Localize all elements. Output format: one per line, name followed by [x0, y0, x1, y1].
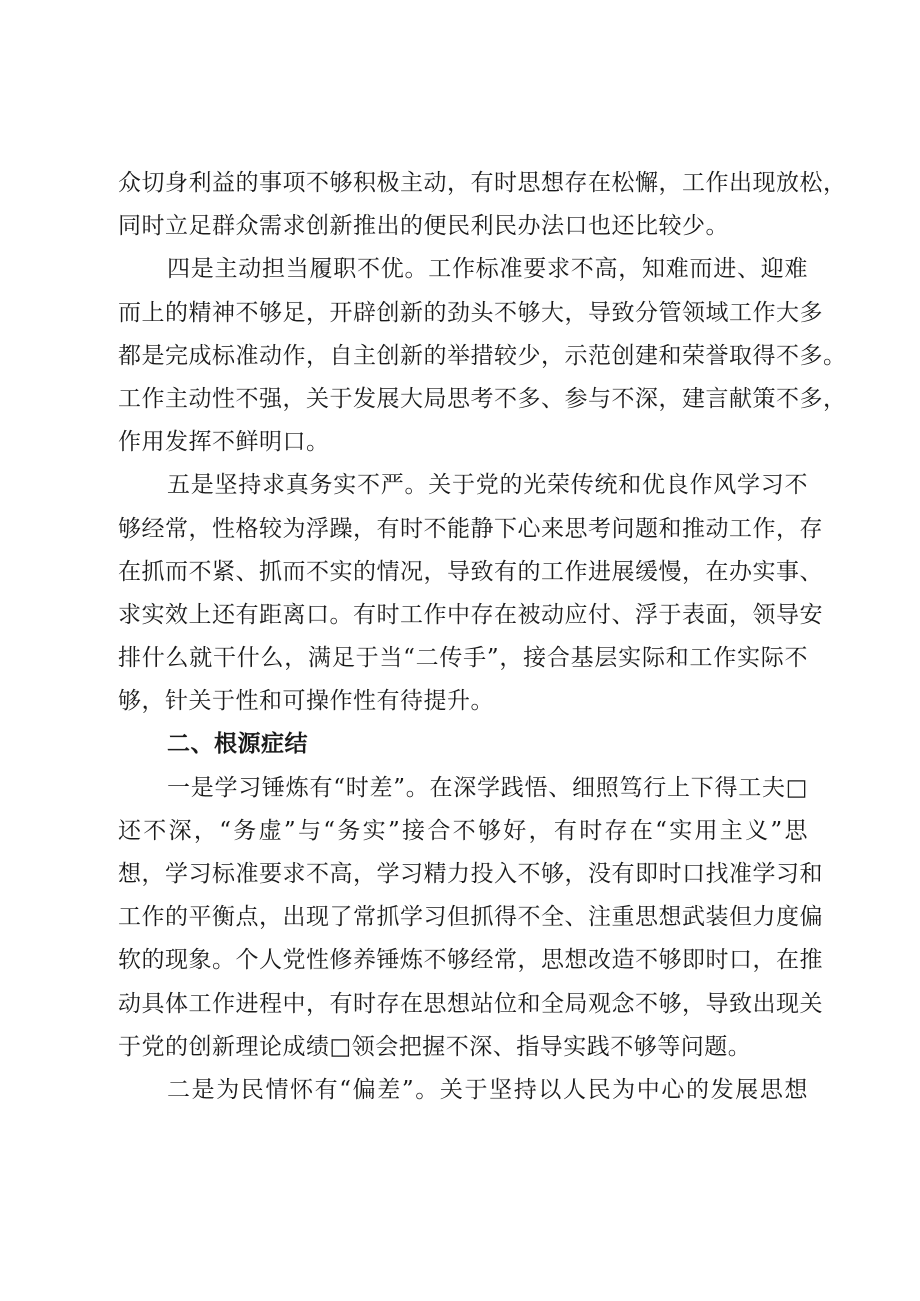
text-line: 四是主动担当履职不优。工作标准要求不高，知难而进、迎难 — [167, 256, 808, 283]
text-line: 作用发挥不鲜明口。 — [118, 429, 330, 456]
document-body — [118, 162, 847, 1112]
text-line: 于党的创新理论成绩□领会把握不深、指导实践不够等问题。 — [118, 1033, 752, 1060]
text-line: 想，学习标准要求不高，学习精力投入不够，没有即时口找准学习和 — [118, 861, 823, 887]
text-line: 工作主动性不强，关于发展大局思考不多、参与不深，建言献策不多， — [118, 385, 847, 412]
text-line: 排什么就干什么，满足于当“二传手”，接合基层实际和工作实际不 — [118, 645, 808, 672]
text-line: 工作的平衡点，出现了常抓学习但抓得不全、注重思想武装但力度偏 — [118, 904, 823, 931]
text-line: 软的现象。个人党性修养锤炼不够经常，思想改造不够即时口，在推 — [118, 947, 823, 974]
text-line: 动具体工作进程中，有时存在思想站位和全局观念不够，导致出现关 — [118, 990, 823, 1017]
text-line: 求实效上还有距离口。有时工作中存在被动应付、浮于表面，领导安 — [118, 601, 823, 628]
text-line: 五是坚持求真务实不严。关于党的光荣传统和优良作风学习不 — [167, 472, 808, 499]
text-line: 而上的精神不够足，开辟创新的劲头不够大，导致分管领域工作大多 — [118, 299, 823, 326]
text-line: 一是学习锤炼有“时差”。在深学践悟、细照笃行上下得工夫□ — [167, 774, 808, 801]
text-line: 同时立足群众需求创新推出的便民利民办法口也还比较少。 — [118, 213, 729, 240]
text-line: 够，针关于性和可操作性有待提升。 — [118, 688, 494, 715]
section-heading: 二、根源症结 — [167, 731, 308, 758]
text-line: 众切身利益的事项不够积极主动，有时思想存在松懈，工作出现放松， — [118, 170, 847, 196]
text-line: 二是为民情怀有“偏差”。关于坚持以人民为中心的发展思想 — [167, 1076, 808, 1103]
text-line: 还不深，“务虚”与“务实”接合不够好，有时存在“实用主义”思 — [118, 817, 808, 844]
text-line: 够经常，性格较为浮躁，有时不能静下心来思考问题和推动工作，存 — [118, 515, 823, 542]
text-line: 在抓而不紧、抓而不实的情况，导致有的工作进展缓慢，在办实事、 — [118, 558, 823, 585]
text-line: 都是完成标准动作，自主创新的举措较少，示范创建和荣誉取得不多。 — [118, 342, 847, 369]
